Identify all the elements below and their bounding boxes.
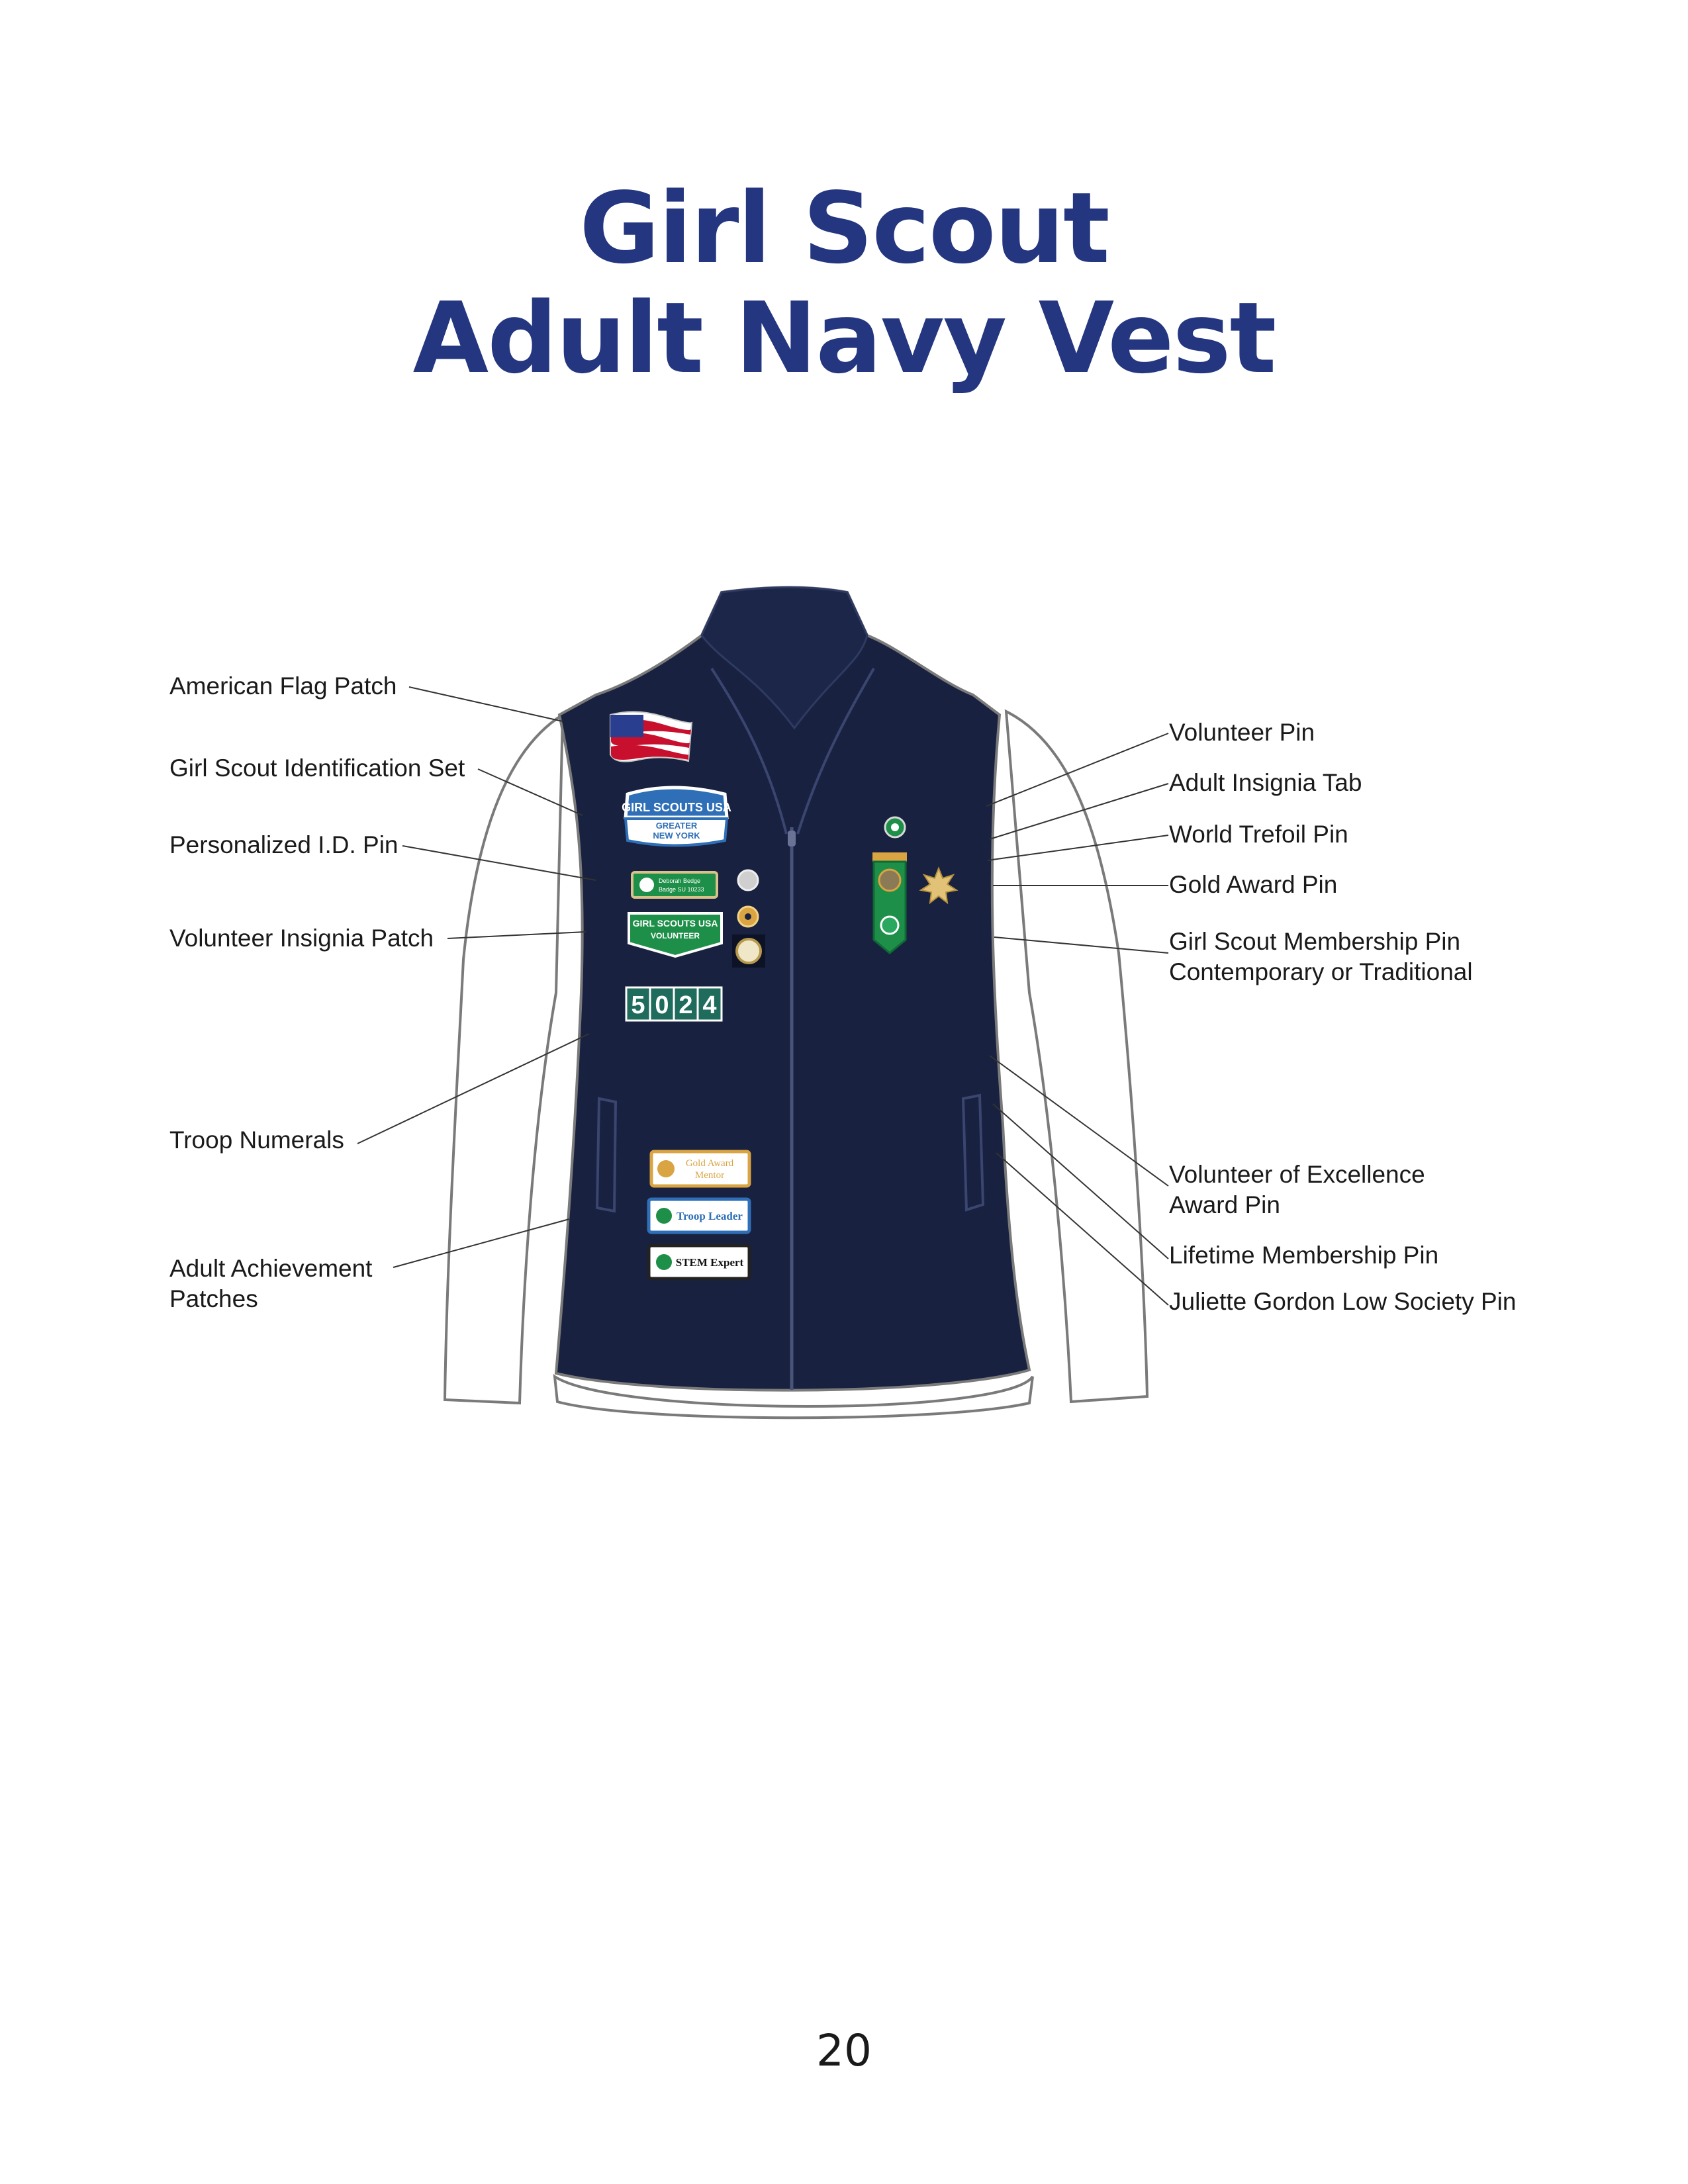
- page-title-line1: Girl Scout: [579, 171, 1109, 285]
- troop-digit-2: 0: [655, 991, 669, 1019]
- troop-digit-1: 5: [631, 991, 645, 1019]
- volunteer-patch-top: GIRL SCOUTS USA: [632, 918, 718, 929]
- label-gs-identification-set: Girl Scout Identification Set: [169, 754, 465, 782]
- volunteer-pin-center: [891, 823, 899, 831]
- jgl-society-pin: [737, 939, 761, 963]
- achievement-1-line2: Mentor: [694, 1170, 725, 1181]
- label-adult-achievement-line1: Adult Achievement: [169, 1255, 373, 1282]
- label-american-flag-patch: American Flag Patch: [169, 672, 397, 700]
- id-set-top-text: GIRL SCOUTS USA: [622, 801, 731, 814]
- label-gold-award-pin: Gold Award Pin: [1169, 871, 1338, 898]
- achievement-patch-troop-leader: [649, 1199, 749, 1232]
- achievement-patch-stem-expert: [649, 1246, 749, 1279]
- volunteer-patch-bottom: VOLUNTEER: [650, 931, 700, 940]
- label-volunteer-excellence-pin: [1169, 1160, 1425, 1220]
- leader-american-flag: [409, 687, 563, 721]
- label-volunteer-insignia-patch: Volunteer Insignia Patch: [169, 925, 434, 952]
- id-set-bottom-line1: GREATER: [655, 821, 698, 831]
- label-volunteer-pin: Volunteer Pin: [1169, 719, 1315, 746]
- achievement-patch-gold-award-mentor: [651, 1152, 749, 1186]
- achievement-2-text: Troop Leader: [677, 1210, 743, 1222]
- label-adult-achievement-line2: Patches: [169, 1285, 258, 1312]
- label-membership-pin-line2: Contemporary or Traditional: [1169, 958, 1473, 985]
- label-personalized-id-pin: Personalized I.D. Pin: [169, 831, 399, 858]
- page-title-line2: Adult Navy Vest: [412, 281, 1276, 395]
- label-membership-pin-line1: Girl Scout Membership Pin: [1169, 928, 1461, 955]
- label-volunteer-excellence-line1: Volunteer of Excellence: [1169, 1161, 1425, 1188]
- id-set-bottom-line2: NEW YORK: [653, 831, 700, 841]
- personalized-id-pin: [632, 872, 717, 897]
- achievement-3-text: STEM Expert: [675, 1256, 744, 1269]
- label-adult-insignia-tab: Adult Insignia Tab: [1169, 769, 1362, 796]
- lifetime-membership-pin-center: [745, 913, 751, 920]
- id-pin-line1: Deborah Bedge: [659, 878, 701, 884]
- adult-insignia-tab: [872, 852, 907, 953]
- troop-digit-4: 4: [702, 991, 717, 1019]
- page-number: 20: [816, 2025, 872, 2076]
- label-world-trefoil-pin: World Trefoil Pin: [1169, 821, 1348, 848]
- volunteer-excellence-pin: [738, 870, 758, 890]
- label-lifetime-membership-pin: Lifetime Membership Pin: [1169, 1242, 1439, 1269]
- label-adult-achievement-patches: [169, 1253, 372, 1314]
- label-volunteer-excellence-line2: Award Pin: [1169, 1191, 1280, 1218]
- label-troop-numerals: Troop Numerals: [169, 1126, 344, 1154]
- left-sleeve: [445, 715, 563, 1403]
- id-pin-line2: Badge SU 10233: [659, 886, 704, 893]
- zipper-pull: [788, 831, 796, 846]
- right-sleeve: [1006, 711, 1147, 1402]
- troop-digit-3: 2: [679, 991, 693, 1019]
- troop-numerals: [626, 987, 722, 1021]
- gs-identification-set: [622, 788, 731, 846]
- label-jgl-society-pin: Juliette Gordon Low Society Pin: [1169, 1288, 1517, 1315]
- label-membership-pin: [1169, 927, 1473, 987]
- achievement-1-line1: Gold Award: [685, 1158, 734, 1169]
